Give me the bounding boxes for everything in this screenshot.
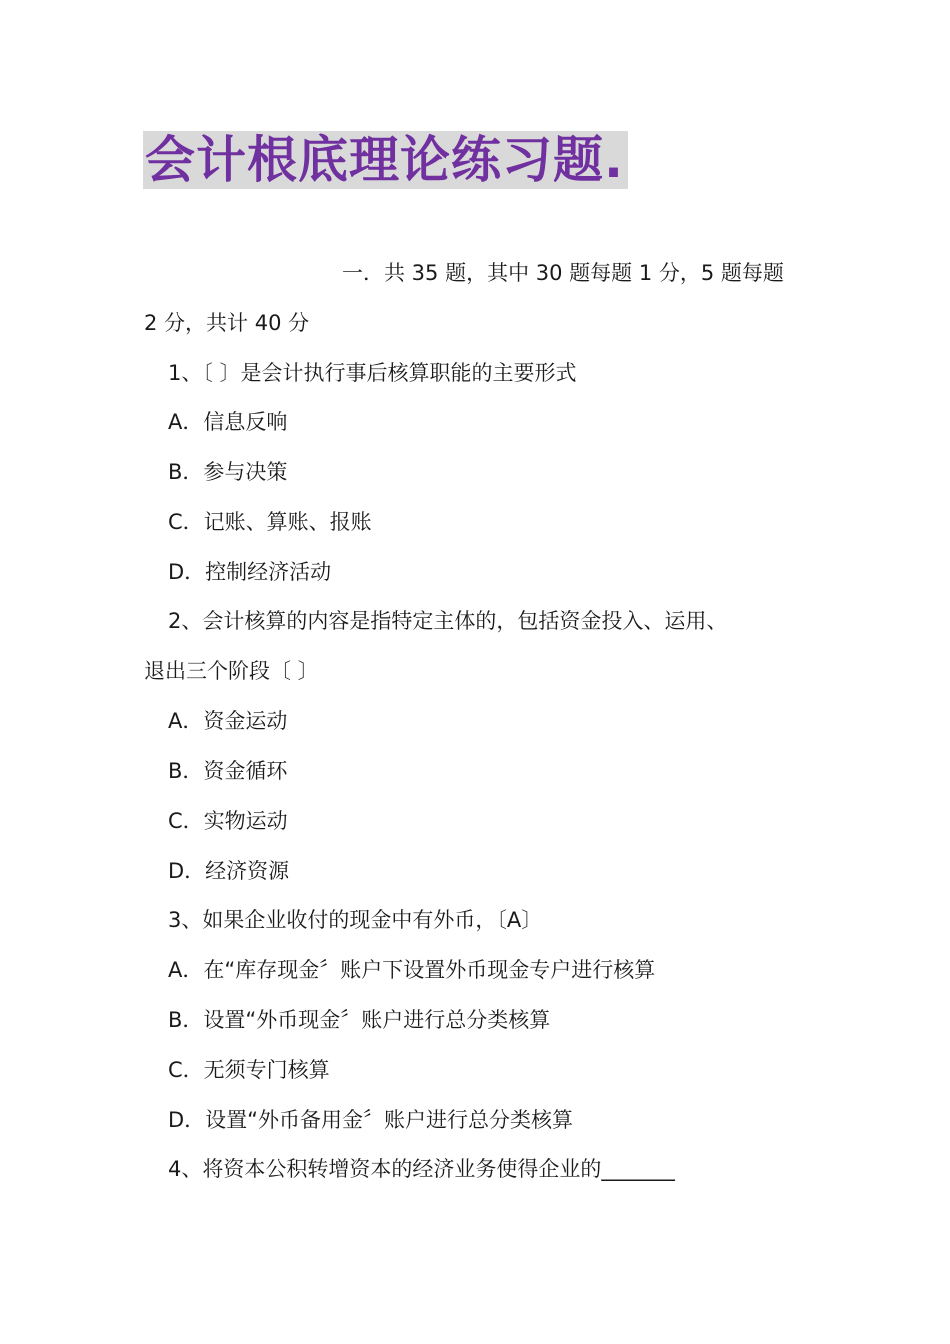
- section-header-line1: 一．共 35 题，其中 30 题每题 1 分，5 题每题: [342, 261, 784, 285]
- question-2-option-a: A．资金运动: [168, 709, 288, 733]
- question-2-option-d: D．经济资源: [168, 859, 290, 883]
- question-1-option-a: A．信息反响: [168, 410, 288, 434]
- question-1-option-b: B．参与决策: [168, 460, 288, 484]
- question-1-option-c: C．记账、算账、报账: [168, 510, 372, 534]
- question-3-option-a: A．在“库存现金〞账户下设置外币现金专户进行核算: [168, 958, 656, 982]
- document-title: 会计根底理论练习题.: [143, 131, 628, 189]
- question-3: 3、如果企业收付的现金中有外币，〔A〕: [168, 908, 543, 932]
- question-3-option-b: B．设置“外币现金〞账户进行总分类核算: [168, 1008, 551, 1032]
- question-1: 1、〔 〕是会计执行事后核算职能的主要形式: [168, 361, 577, 385]
- section-header-line2: 2 分，共计 40 分: [144, 311, 310, 335]
- question-2-line1: 2、会计核算的内容是指特定主体的，包括资金投入、运用、: [168, 609, 728, 633]
- question-1-option-d: D．控制经济活动: [168, 560, 332, 584]
- question-2-option-b: B．资金循环: [168, 759, 288, 783]
- question-2-option-c: C．实物运动: [168, 809, 288, 833]
- question-3-option-d: D．设置“外币备用金〞账户进行总分类核算: [168, 1108, 574, 1132]
- question-3-option-c: C．无须专门核算: [168, 1058, 330, 1082]
- question-2-line2: 退出三个阶段〔 〕: [144, 659, 319, 683]
- question-4: 4、将资本公积转增资本的经济业务使得企业的_______: [168, 1157, 675, 1181]
